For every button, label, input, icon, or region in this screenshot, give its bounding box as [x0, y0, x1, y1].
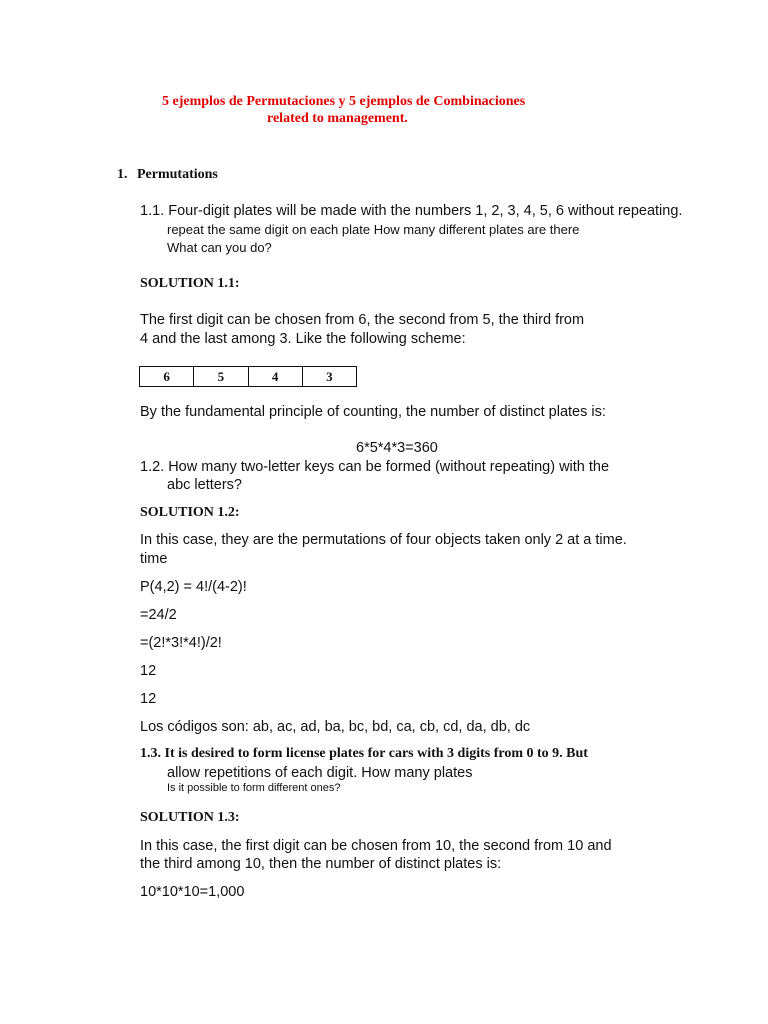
question-1-3-line-2: allow repetitions of each digit. How many plates	[167, 765, 473, 781]
solution-1-1-heading: SOLUTION 1.1:	[140, 276, 240, 291]
solution-1-1-formula: 6*5*4*3=360	[356, 440, 438, 456]
question-1-3-line-3: Is it possible to form different ones?	[167, 782, 341, 794]
solution-1-1-text-line-2: 4 and the last among 3. Like the following scheme:	[140, 331, 466, 347]
solution-1-3-text-line-1: In this case, the first digit can be chosen from 10, the second from 10 and	[140, 838, 612, 854]
solution-1-3-formula: 10*10*10=1,000	[140, 884, 245, 900]
scheme-cell: 3	[302, 367, 356, 387]
scheme-cell: 5	[194, 367, 248, 387]
solution-1-3-heading: SOLUTION 1.3:	[140, 810, 240, 825]
codes-list: Los códigos son: ab, ac, ad, ba, bc, bd, ca, cb, cd, da, db, dc	[140, 719, 531, 735]
scheme-cell: 6	[140, 367, 194, 387]
formula-line: 12	[140, 663, 157, 679]
solution-1-2-text-line-1: In this case, they are the permutations of four objects taken only 2 at a time.	[140, 532, 627, 548]
scheme-cell: 4	[248, 367, 302, 387]
question-1-1-line-1: 1.1. Four-digit plates will be made with the numbers 1, 2, 3, 4, 5, 6 without repeating.	[140, 203, 683, 219]
solution-1-2-heading: SOLUTION 1.2:	[140, 505, 240, 520]
formula-line: 12	[140, 691, 157, 707]
solution-1-3-text-line-2: the third among 10, then the number of distinct plates is:	[140, 856, 502, 872]
section-title: Permutations	[137, 167, 218, 182]
table-row	[140, 367, 357, 387]
formula-line: P(4,2) = 4!/(4-2)!	[140, 579, 247, 595]
document-title-line-2: related to management.	[267, 111, 408, 126]
question-1-2-line-2: abc letters?	[167, 477, 242, 493]
question-1-1-line-3: What can you do?	[167, 240, 272, 255]
formula-line: =(2!*3!*4!)/2!	[140, 635, 222, 651]
formula-line: =24/2	[140, 607, 177, 623]
question-1-3-line-1: 1.3. It is desired to form license plates for cars with 3 digits from 0 to 9. But	[140, 746, 588, 761]
document-title-line-1: 5 ejemplos de Permutaciones y 5 ejemplos de Combinaciones	[162, 94, 526, 109]
section-number: 1.	[117, 167, 128, 182]
solution-1-2-text-line-2: time	[140, 551, 168, 567]
counting-principle-text: By the fundamental principle of counting, the number of distinct plates is:	[140, 404, 606, 420]
question-1-2-line-1: 1.2. How many two-letter keys can be formed (without repeating) with the	[140, 459, 610, 475]
question-1-1-line-2: repeat the same digit on each plate How many different plates are there	[167, 222, 580, 237]
section-heading	[117, 167, 218, 183]
solution-1-1-text-line-1: The first digit can be chosen from 6, the second from 5, the third from	[140, 312, 585, 328]
digit-scheme-table	[139, 366, 357, 387]
